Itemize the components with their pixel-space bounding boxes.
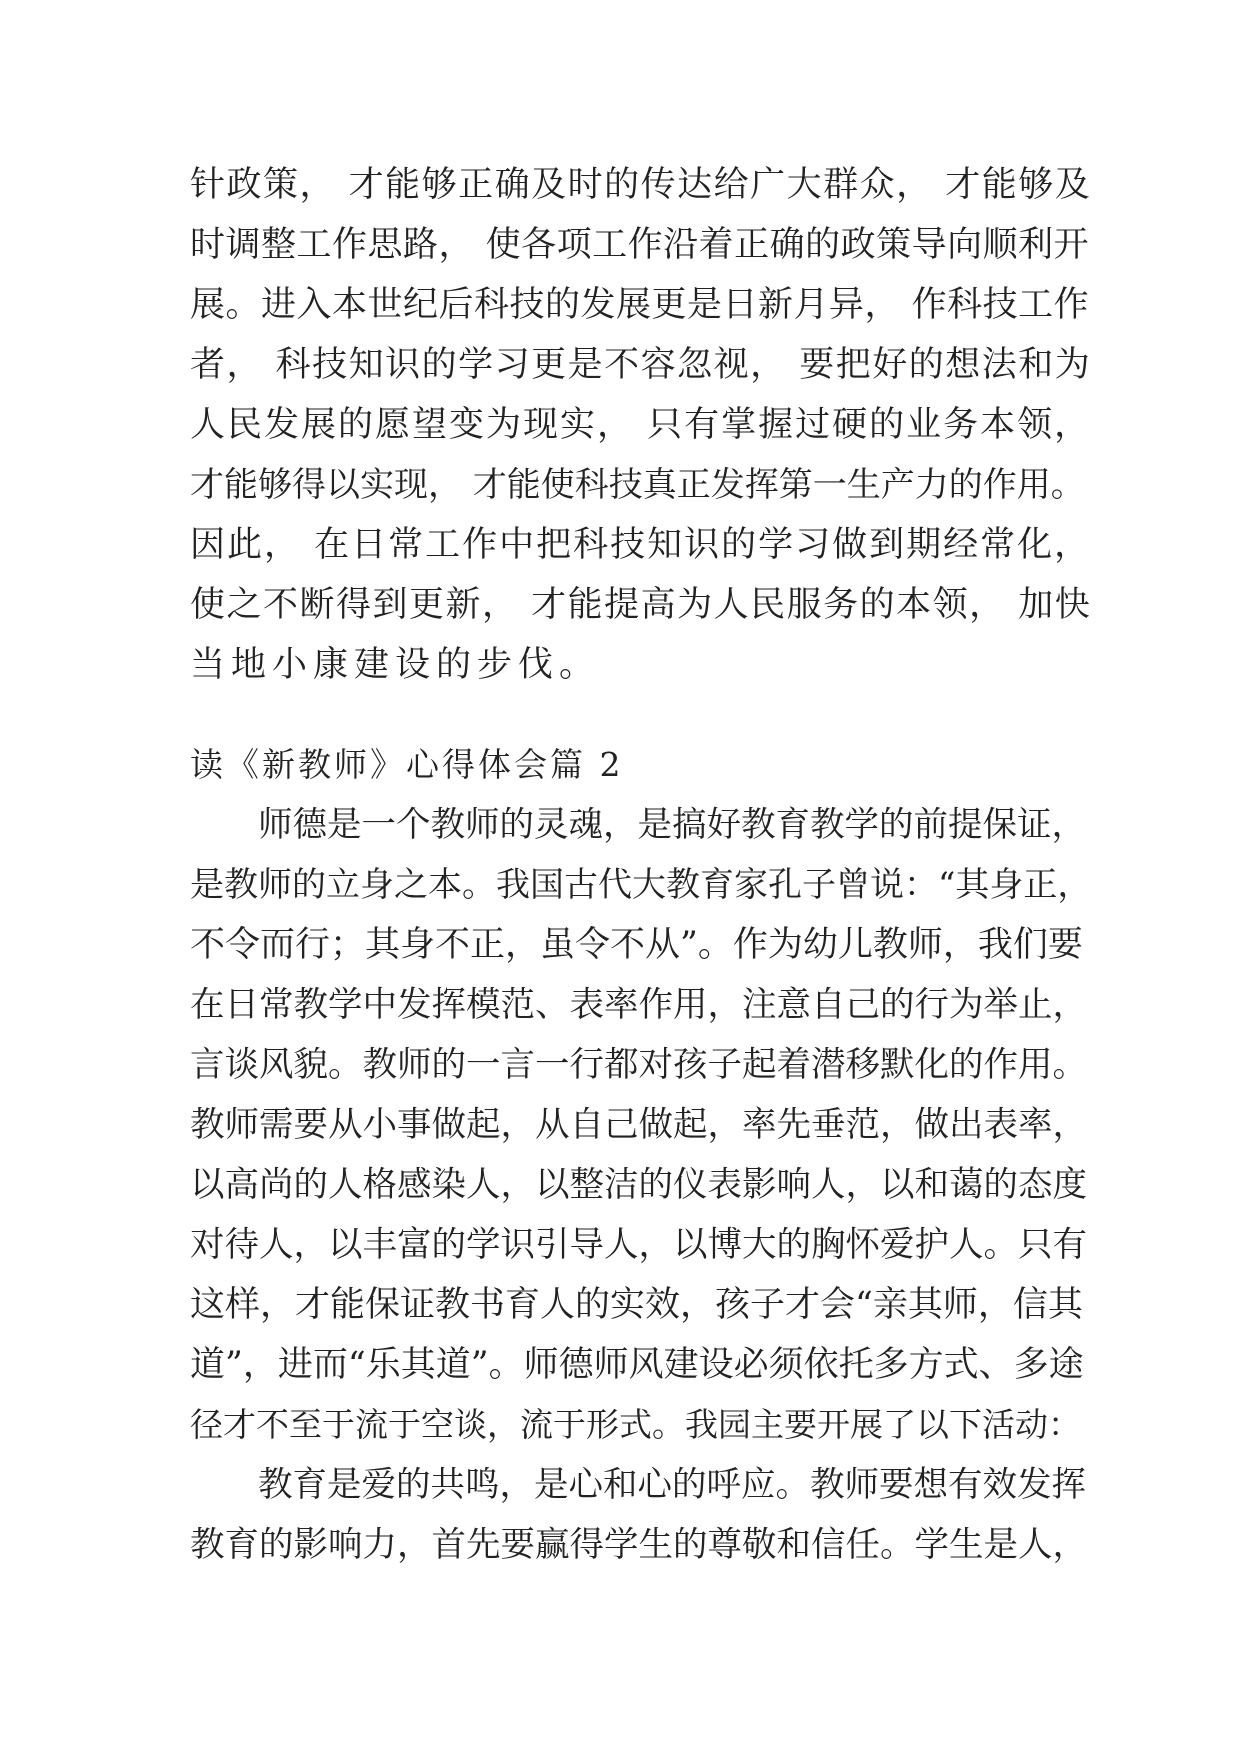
paragraph-line: 是教师的立身之本。我国古代大教育家孔子曾说：“其身正， bbox=[190, 865, 1092, 905]
paragraph-line: 这样，才能保证教书育人的实效，孩子才会“亲其师，信其 bbox=[190, 1285, 1083, 1325]
paragraph-line: 教育的影响力，首先要赢得学生的尊敬和信任。学生是人， bbox=[190, 1525, 1087, 1565]
paragraph-line: 师德是一个教师的灵魂，是搞好教育教学的前提保证， bbox=[258, 805, 1086, 845]
paragraph-line: 才能够得以实现， 才能使科技真正发挥第一生产力的作用。 bbox=[190, 465, 1085, 505]
paragraph-line: 以高尚的人格感染人，以整洁的仪表影响人，以和蔼的态度 bbox=[190, 1165, 1087, 1205]
paragraph-line: 当地小康建设的步伐。 bbox=[190, 645, 601, 685]
paragraph-line: 言谈风貌。教师的一言一行都对孩子起着潜移默化的作用。 bbox=[190, 1045, 1087, 1085]
paragraph-line: 道”，进而“乐其道”。师德师风建设必须依托多方式、多途 bbox=[190, 1345, 1084, 1385]
paragraph-line: 不令而行；其身不正，虽令不从”。作为幼儿教师，我们要 bbox=[190, 925, 1083, 965]
section-heading: 读《新教师》心得体会篇 2 bbox=[190, 745, 624, 784]
paragraph-line: 者， 科技知识的学习更是不容忽视， 要把好的想法和为 bbox=[190, 345, 1092, 385]
paragraph-line: 使之不断得到更新， 才能提高为人民服务的本领， 加快 bbox=[190, 585, 1092, 625]
paragraph-line: 因此， 在日常工作中把科技知识的学习做到期经常化， bbox=[190, 525, 1092, 565]
paragraph-line: 在日常教学中发挥模范、表率作用，注意自己的行为举止， bbox=[190, 985, 1087, 1025]
paragraph-line: 时调整工作思路， 使各项工作沿着正确的政策导向顺利开 bbox=[190, 225, 1090, 265]
paragraph-line: 对待人，以丰富的学识引导人，以博大的胸怀爱护人。只有 bbox=[190, 1225, 1087, 1265]
paragraph-line: 针政策， 才能够正确及时的传达给广大群众， 才能够及 bbox=[190, 165, 1092, 205]
paragraph-line: 径才不至于流于空谈，流于形式。我园主要开展了以下活动： bbox=[190, 1405, 1081, 1444]
paragraph-line: 展。进入本世纪后科技的发展更是日新月异， 作科技工作 bbox=[190, 285, 1090, 325]
paragraph-line: 教师需要从小事做起，从自己做起，率先垂范，做出表率， bbox=[190, 1105, 1087, 1145]
paragraph-line: 教育是爱的共鸣，是心和心的呼应。教师要想有效发挥 bbox=[258, 1465, 1086, 1505]
paragraph-line: 人民发展的愿望变为现实， 只有掌握过硬的业务本领， bbox=[190, 405, 1092, 445]
